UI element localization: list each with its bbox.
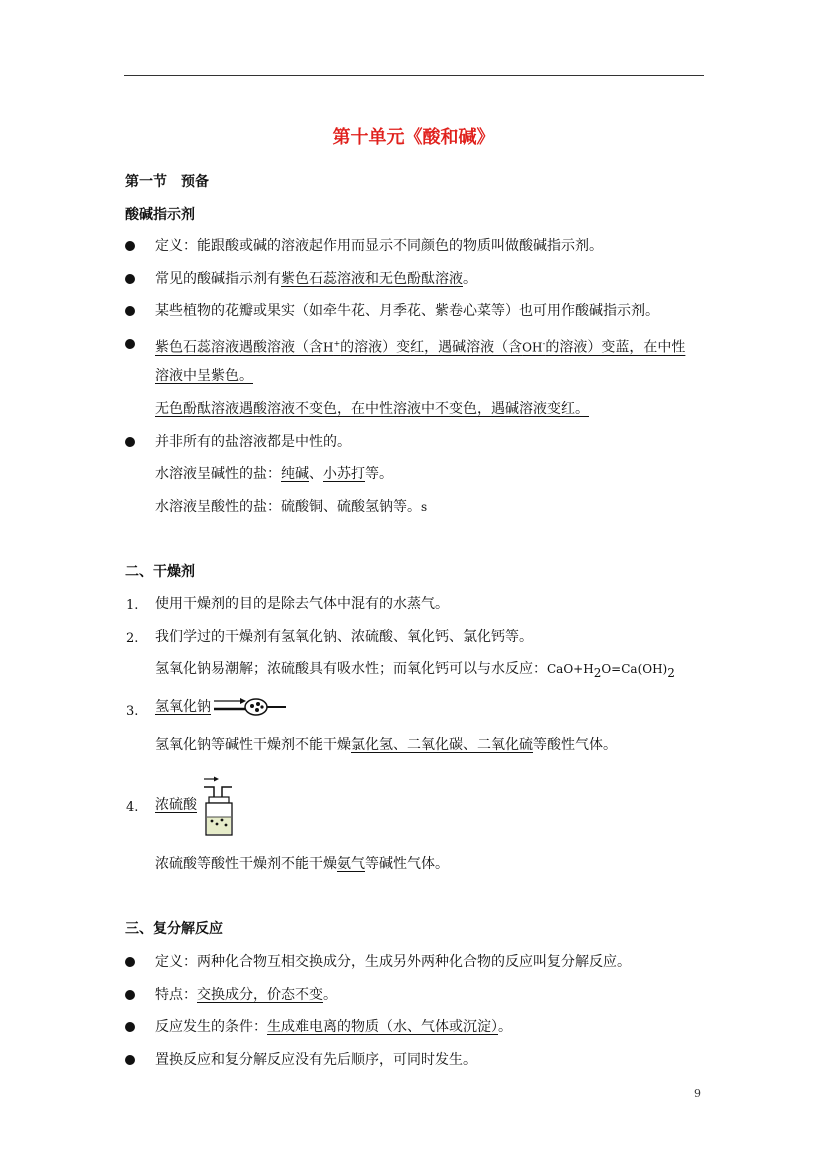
list-number: 2. xyxy=(126,631,139,646)
litmus-rule: 紫色石蕊溶液遇酸溶液（含H+的溶液）变红，遇碱溶液（含OH-的溶液）变蓝，在中性 xyxy=(155,339,686,356)
salt-solutions: 并非所有的盐溶液都是中性的。 xyxy=(155,434,351,450)
bullet-icon xyxy=(125,241,135,251)
section2-heading: 二、干燥剂 xyxy=(125,564,195,580)
basic-desiccant-limit: 氢氧化钠等碱性干燥剂不能干燥氯化氢、二氧化碳、二氧化硫等酸性气体。 xyxy=(155,737,617,753)
plant-indicators: 某些植物的花瓣或果实（如牵牛花、月季花、紫卷心菜等）也可用作酸碱指示剂。 xyxy=(155,303,659,319)
indicator-definition: 定义：能跟酸或碱的溶液起作用而显示不同颜色的物质叫做酸碱指示剂。 xyxy=(155,238,603,254)
drying-purpose: 使用干燥剂的目的是除去气体中混有的水蒸气。 xyxy=(155,596,449,612)
bullet-icon xyxy=(125,339,135,349)
double-displacement-feature: 特点：交换成分，价态不变。 xyxy=(155,987,337,1003)
bullet-icon xyxy=(125,437,135,447)
gas-washing-bottle-icon xyxy=(200,775,242,837)
phenolphthalein-rule: 无色酚酞溶液遇酸溶液不变色，在中性溶液中不变色，遇碱溶液变红。 xyxy=(155,401,589,417)
list-number: 1. xyxy=(126,598,139,613)
common-indicators: 常见的酸碱指示剂有紫色石蕊溶液和无色酚酞溶液。 xyxy=(155,271,477,287)
h2so4-label: 浓硫酸 xyxy=(155,797,197,813)
bullet-icon xyxy=(125,306,135,316)
bullet-icon xyxy=(125,1022,135,1032)
page-number: 9 xyxy=(694,1087,701,1100)
drying-agents-detail: 氢氧化钠易潮解；浓硫酸具有吸水性；而氧化钙可以与水反应：$CaO+H_2O=Ca(OH)_2$ xyxy=(155,661,675,680)
reaction-order: 置换反应和复分解反应没有先后顺序，可同时发生。 xyxy=(155,1052,477,1068)
acidic-desiccant-limit: 浓硫酸等酸性干燥剂不能干燥氨气等碱性气体。 xyxy=(155,856,449,872)
section1-heading: 第一节 预备 xyxy=(125,174,209,190)
bullet-icon xyxy=(125,990,135,1000)
acidic-salts: 水溶液呈酸性的盐：硫酸铜、硫酸氢钠等。s xyxy=(155,499,428,515)
section1-subheading: 酸碱指示剂 xyxy=(125,207,195,223)
basic-salts: 水溶液呈碱性的盐：纯碱、小苏打等。 xyxy=(155,466,393,482)
drying-agents: 我们学过的干燥剂有氢氧化钠、浓硫酸、氧化钙、氯化钙等。 xyxy=(155,629,533,645)
header-rule xyxy=(124,75,704,76)
bullet-icon xyxy=(125,274,135,284)
list-number: 3. xyxy=(126,704,139,719)
page-title: 第十单元《酸和碱》 xyxy=(332,127,495,148)
reaction-conditions: 反应发生的条件：生成难电离的物质（水、气体或沉淀）。 xyxy=(155,1019,512,1035)
litmus-rule-cont: 溶液中呈紫色。 xyxy=(155,368,253,384)
bullet-icon xyxy=(125,957,135,967)
naoh-label: 氢氧化钠 xyxy=(155,699,211,715)
list-number: 4. xyxy=(126,800,139,815)
section3-heading: 三、复分解反应 xyxy=(125,921,223,937)
bullet-icon xyxy=(125,1055,135,1065)
double-displacement-definition: 定义：两种化合物互相交换成分，生成另外两种化合物的反应叫复分解反应。 xyxy=(155,954,631,970)
drying-tube-icon xyxy=(212,695,290,717)
